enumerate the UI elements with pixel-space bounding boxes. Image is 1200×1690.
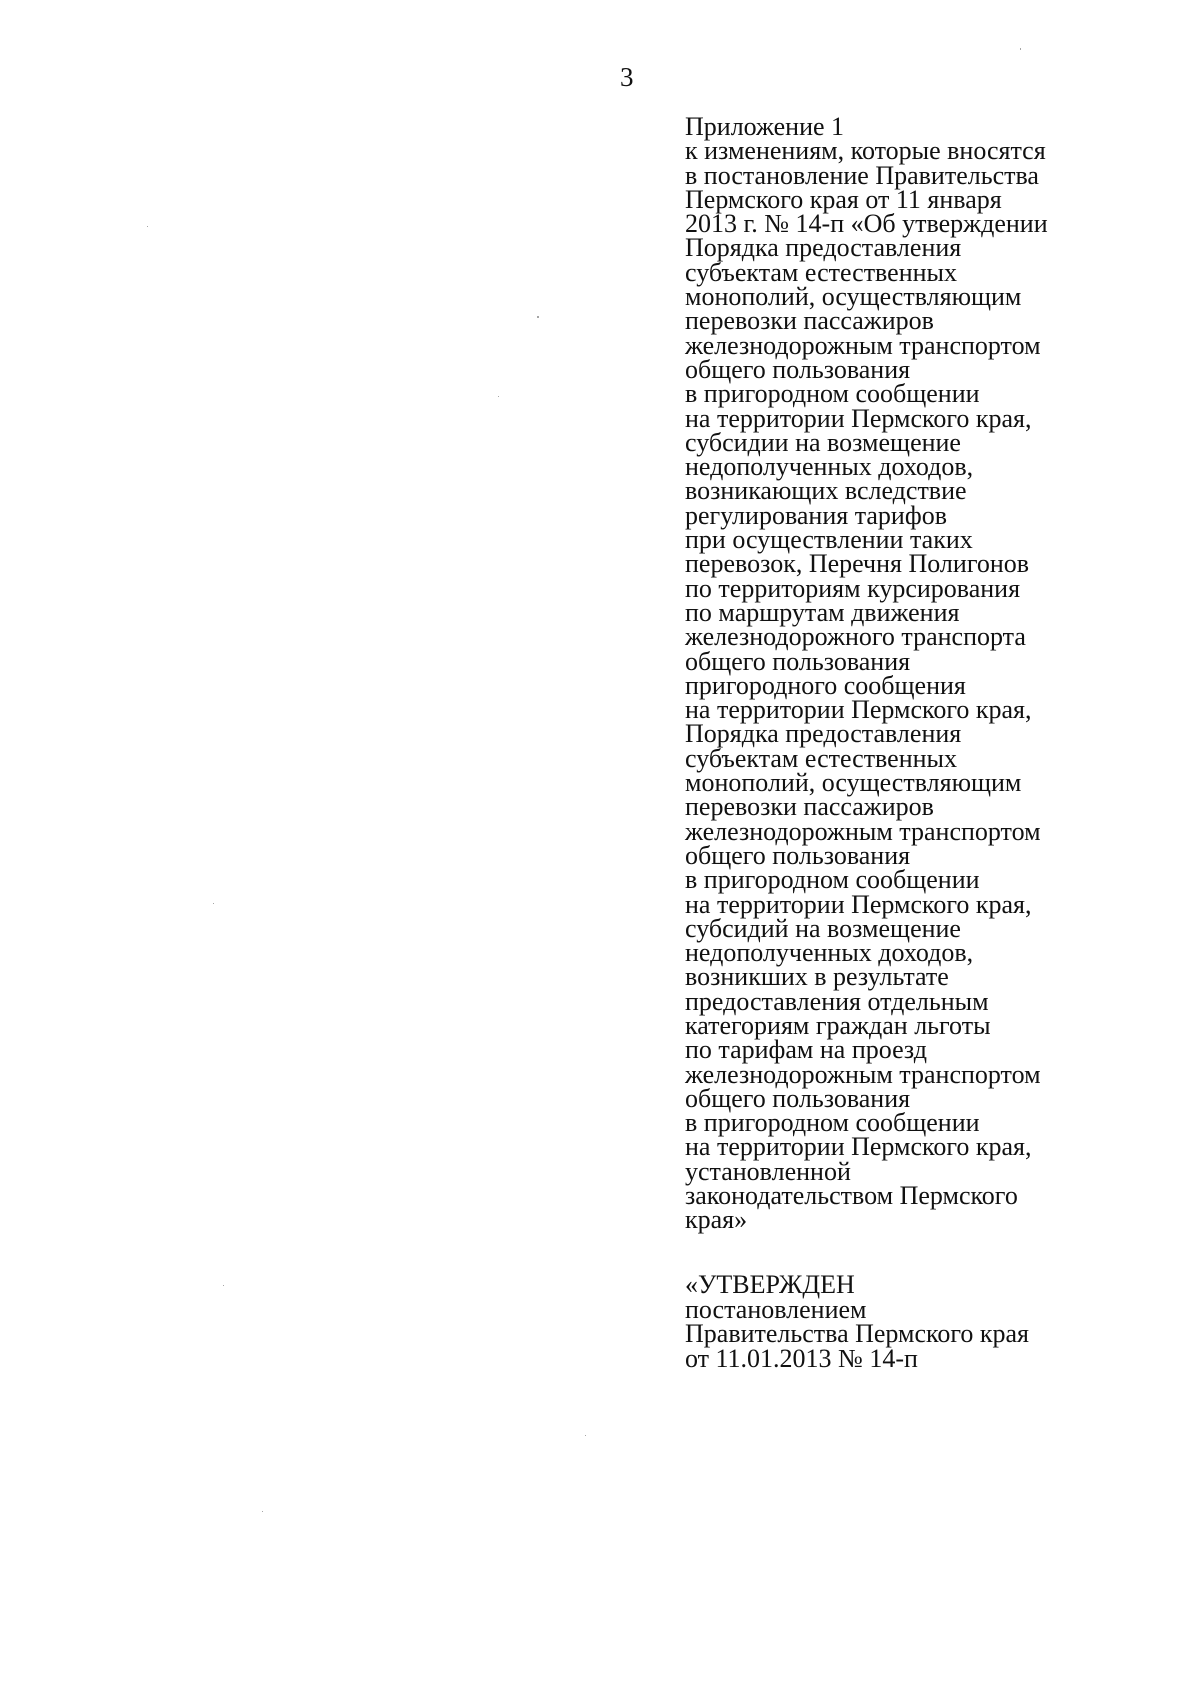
annex-line: по маршрутам движения (685, 597, 960, 627)
scan-speck (1020, 48, 1021, 50)
annex-header-block (685, 112, 1185, 1235)
annex-line: установленной (685, 1156, 851, 1186)
annex-line: общего пользования (685, 354, 911, 384)
annex-line: на территории Пермского края, (685, 695, 1032, 725)
approval-line: постановлением (685, 1294, 867, 1324)
annex-line: возникших в результате (685, 962, 949, 992)
scan-speck (213, 903, 214, 904)
annex-line: регулирования тарифов (685, 500, 947, 530)
annex-line: Приложение 1 (685, 112, 845, 141)
annex-line: субъектам естественных (685, 743, 958, 773)
annex-line: железнодорожного транспорта (685, 622, 1026, 652)
approval-line: Правительства Пермского края (685, 1319, 1029, 1348)
annex-line: на территории Пермского края, (685, 403, 1032, 433)
annex-line: по территориям курсирования (685, 573, 1021, 603)
annex-line: субсидии на возмещение (685, 427, 961, 457)
annex-line: недополученных доходов, (685, 938, 974, 968)
annex-line: Пермского края от 11 января (685, 184, 1002, 214)
annex-line: края» (685, 1205, 748, 1235)
annex-line: железнодорожным транспортом (685, 1059, 1041, 1089)
scan-speck (223, 1285, 224, 1286)
annex-line: при осуществлении таких (685, 525, 973, 555)
annex-line: железнодорожным транспортом (685, 330, 1041, 360)
annex-line: в пригородном сообщении (685, 1108, 980, 1138)
annex-line: монополий, осуществляющим (685, 768, 1022, 798)
annex-line: законодательством Пермского (685, 1181, 1018, 1211)
annex-line: 2013 г. № 14-п «Об утверждении (685, 209, 1048, 239)
annex-line: общего пользования (685, 840, 911, 870)
annex-line: перевозки пассажиров (685, 792, 934, 822)
annex-line: категориям граждан льготы (685, 1010, 991, 1040)
annex-line: на территории Пермского края, (685, 889, 1032, 919)
annex-line: в пригородном сообщении (685, 379, 980, 409)
annex-line: общего пользования (685, 1083, 911, 1113)
annex-line: в постановление Правительства (685, 160, 1039, 190)
annex-line: недополученных доходов, (685, 452, 974, 482)
annex-line: пригородного сообщения (685, 670, 966, 700)
annex-line: субсидий на возмещение (685, 913, 961, 943)
scan-speck (147, 226, 148, 227)
page-number: 3 (620, 62, 634, 92)
annex-line: Порядка предоставления (685, 233, 962, 263)
annex-line: в пригородном сообщении (685, 865, 980, 895)
annex-line: монополий, осуществляющим (685, 282, 1022, 312)
annex-line: железнодорожным транспортом (685, 816, 1041, 846)
scan-speck (498, 396, 499, 397)
approval-line: «УТВЕРЖДЕН (685, 1270, 855, 1299)
annex-line: по тарифам на проезд (685, 1035, 927, 1065)
annex-line: к изменениям, которые вносятся (685, 136, 1046, 166)
approval-stamp-block (685, 1270, 1185, 1373)
annex-line: Порядка предоставления (685, 719, 962, 749)
annex-line: перевозок, Перечня Полигонов (685, 549, 1030, 579)
annex-line: на территории Пермского края, (685, 1132, 1032, 1162)
scan-speck (262, 1511, 263, 1512)
annex-line: предоставления отдельным (685, 986, 989, 1016)
annex-line: общего пользования (685, 646, 911, 676)
scan-speck (537, 316, 539, 318)
annex-line: субъектам естественных (685, 257, 958, 287)
scan-speck (585, 1435, 586, 1436)
annex-line: возникающих вследствие (685, 476, 967, 506)
annex-line: перевозки пассажиров (685, 306, 934, 336)
approval-line: от 11.01.2013 № 14-п (685, 1343, 918, 1373)
